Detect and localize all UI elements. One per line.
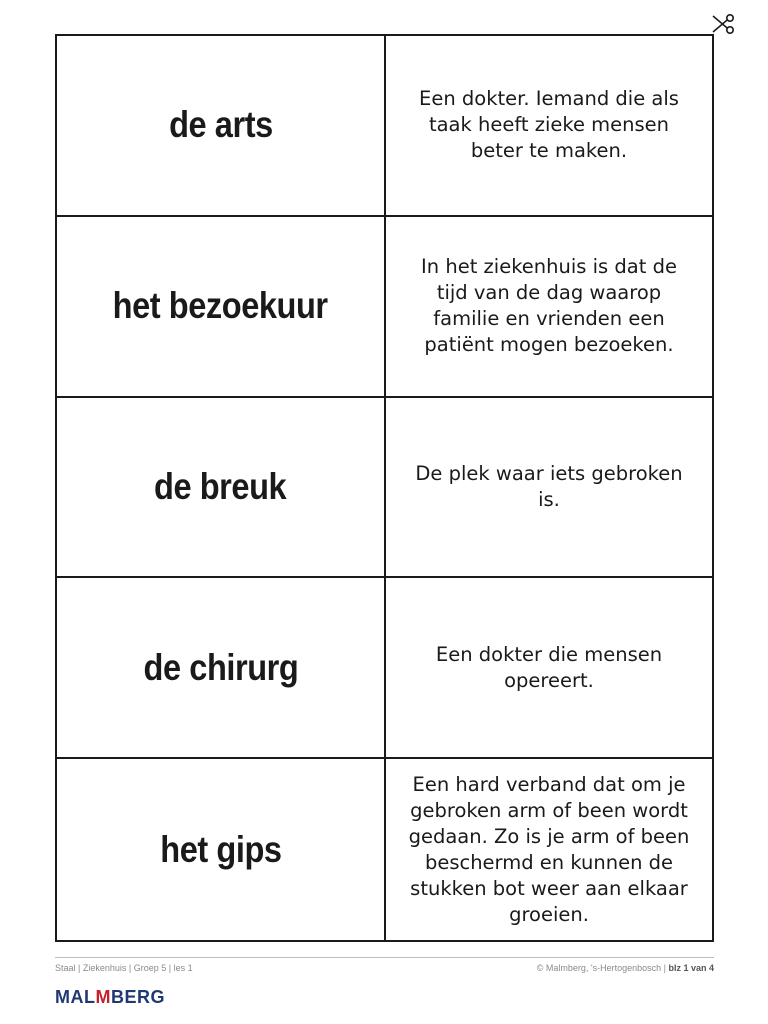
term-cell	[57, 36, 386, 217]
definition: Een hard verband dat om je gebroken arm of been wordt gedaan. Zo is je arm of been beschermd en kunnen de stukken bot weer aan elkaar groeien.	[408, 772, 690, 926]
term: de chirurg	[143, 646, 298, 688]
definition: De plek waar iets gebroken is.	[415, 461, 683, 511]
term-cell	[57, 398, 386, 579]
definition: Een dokter. Iemand die als taak heeft zieke mensen beter te maken.	[419, 87, 679, 163]
definition-cell	[386, 217, 712, 398]
footer-copyright	[537, 963, 714, 973]
definition: In het ziekenhuis is dat de tijd van de dag waarop familie en vrienden een patiënt mogen bezoeken.	[421, 255, 677, 357]
footer-course-info: Staal | Ziekenhuis | Groep 5 | les 1	[55, 963, 193, 973]
term: de arts	[168, 104, 273, 146]
term: het bezoekuur	[112, 285, 328, 327]
malmberg-logo: MALMBERG	[55, 987, 166, 1007]
footer-divider	[55, 957, 714, 958]
term: de breuk	[154, 465, 287, 507]
definition-cell	[386, 759, 712, 940]
term: het gips	[159, 828, 282, 870]
definition: Een dokter die mensen opereert.	[435, 642, 663, 692]
term-cell	[57, 578, 386, 759]
definition-cell	[386, 36, 712, 217]
page-number: blz 1 van 4	[668, 963, 714, 973]
definition-cell	[386, 398, 712, 579]
term-cell	[57, 217, 386, 398]
term-cell	[57, 759, 386, 940]
vocabulary-card-grid	[55, 34, 714, 942]
definition-cell	[386, 578, 712, 759]
copyright-text: © Malmberg, 's-Hertogenbosch |	[536, 963, 669, 973]
